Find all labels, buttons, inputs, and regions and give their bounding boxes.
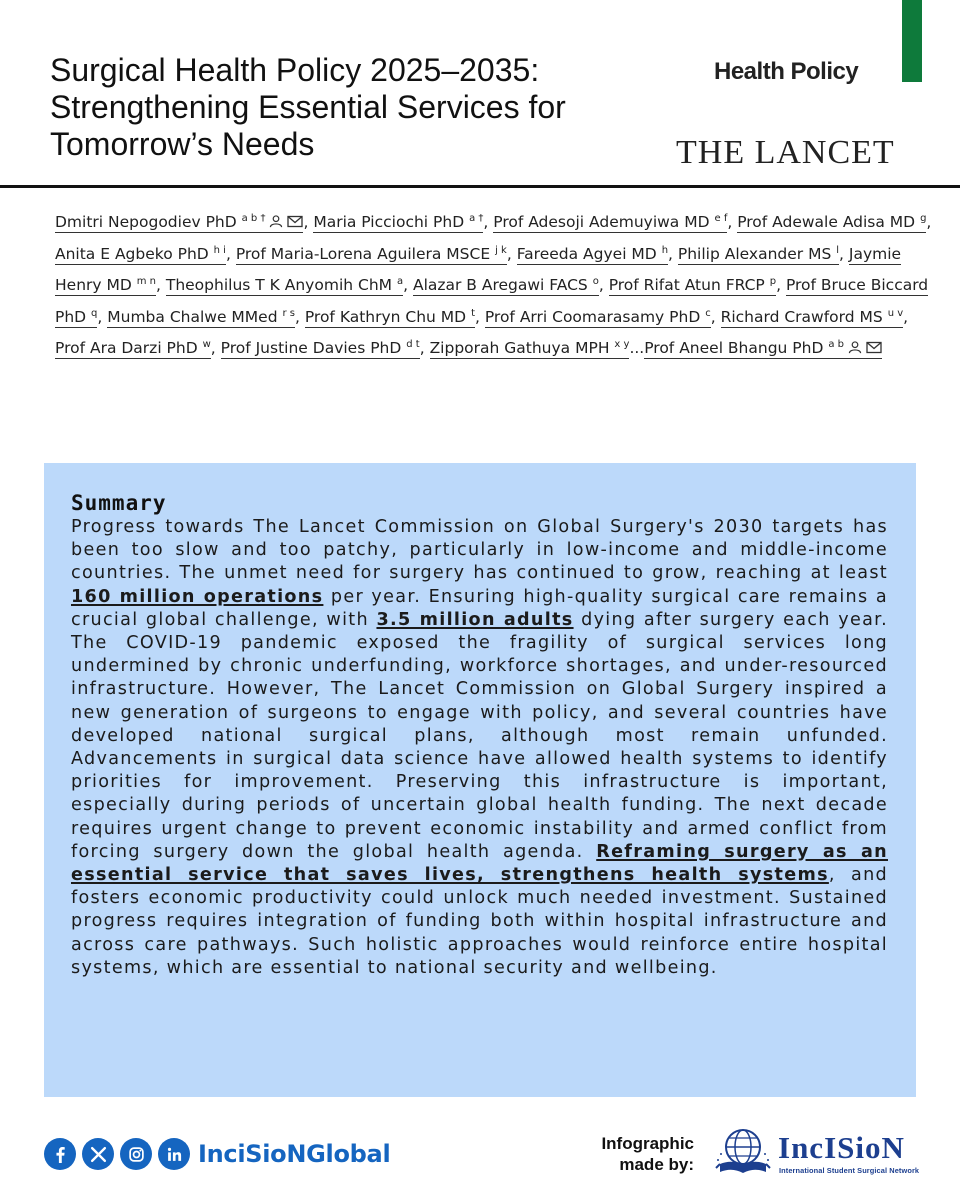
highlight-adults: 3.5 million adults <box>376 609 574 630</box>
facebook-icon[interactable] <box>44 1138 76 1170</box>
authors-ellipsis: ... <box>629 339 645 357</box>
title-line: Tomorrow’s Needs <box>50 126 315 162</box>
author-link[interactable]: Mumba Chalwe MMed $^{r s}$ <box>107 307 295 326</box>
author-link[interactable]: Prof Kathryn Chu MD $^t$ <box>304 307 475 326</box>
linkedin-icon[interactable] <box>158 1138 190 1170</box>
email-icon[interactable] <box>287 215 303 228</box>
author-link[interactable]: Prof Rifat Atun FRCP $^p$ <box>608 276 777 294</box>
author-link[interactable]: Prof Adesoji Ademuyiwa MD $^{e f}$ <box>493 213 728 231</box>
highlight-operations: 160 million operations <box>71 586 324 607</box>
author-link[interactable]: Theophilus T K Anyomih ChM $^a$ <box>165 276 404 294</box>
brand-logo-text: IncISioN <box>778 1130 905 1165</box>
author-list: Dmitri Nepogodiev PhD $^{a b \dagger}$ , Maria Picciochi PhD $^{a \dagger}$, Prof Adesoji Ademuyiwa MD $^{e f}$, Prof Adewale Adisa MD $^g$, Anita E Agbeko PhD $^{h i}$, Prof Maria-Lorena Aguilera MSCE $^{j k}$, Fareeda Agyei MD $^h$, Philip Alexander MS $^l$, Jaymie Henry MD $^{m n}$, Theophilus T K Anyomih ChM $^a$, Alazar B Aregawi FACS $^o$, Prof Rifat Atun FRCP $^p$, Prof Bruce Biccard PhD $^q$, Mumba Chalwe MMed $^{r s}$, Prof Kathryn Chu MD $^t$, Prof Arri Coomarasamy PhD $^c$, Richard Crawford MS $^{u v}$, Prof Ara Darzi PhD $^w$, Prof Justine Davies PhD $^{d t}$, Zipporah Gathuya MPH $^{x y}$...Prof Aneel Bhangu PhD $^{a b}$ <box>55 213 932 357</box>
highlight-reframing: Reframing surgery as an essential service that saves lives, strengthens health systems <box>71 841 888 886</box>
author-link[interactable]: Prof Aneel Bhangu PhD $^{a b}$ <box>644 339 882 359</box>
title-line: Strengthening Essential Services for <box>50 89 566 125</box>
author-link[interactable]: Dmitri Nepogodiev PhD $^{a b \dagger}$ <box>55 213 303 233</box>
author-link[interactable]: Maria Picciochi PhD $^{a \dagger}$ <box>313 213 484 231</box>
title-line: Surgical Health Policy 2025–2035: <box>50 52 540 88</box>
author-link[interactable]: Philip Alexander MS $^l$ <box>677 244 840 263</box>
summary-heading: Summary <box>71 491 167 515</box>
person-icon[interactable] <box>847 341 863 354</box>
globe-book-icon <box>712 1124 774 1180</box>
author-link[interactable]: Jaymie Henry MD $^{m n}$ <box>55 244 902 294</box>
credit-label: Infographic made by: <box>601 1134 694 1174</box>
author-link[interactable]: Richard Crawford MS $^{u v}$ <box>720 307 904 326</box>
author-link[interactable]: Prof Adewale Adisa MD $^g$ <box>737 213 927 231</box>
summary-box <box>44 463 916 1097</box>
x-icon[interactable] <box>82 1138 114 1170</box>
author-link[interactable]: Prof Arri Coomarasamy PhD $^c$ <box>484 307 711 326</box>
section-label: Health Policy <box>714 58 859 85</box>
summary-text: Progress towards The Lancet Commission on Global Surgery's 2030 targets has been too slow and too patchy, particularly in low-income and middle-income countries. The unmet need for surgery has continued to grow, reaching at least 160 million operations per year. Ensuring high-quality surgical care remains a crucial global challenge, with 3.5 million adults dying after surgery each year. The COVID-19 pandemic exposed the fragility of surgical services long undermined by chronic underfunding, workforce shortages, and under-resourced infrastructure. However, The Lancet Commission on Global Surgery inspired a new generation of surgeons to engage with policy, and several countries have developed national surgical plans, although most remain unfunded. Advancements in surgical data science have allowed health systems to identify priorities for improvement. Preserving this infrastructure is important, especially during periods of uncertain global health funding. The next decade requires urgent change to prevent economic instability and armed conflict from forcing surgery down the global health agenda. Reframing surgery as an essential service that saves lives, strengthens health systems, and fosters economic productivity could unlock much needed investment. Sustained progress requires integration of funding both within hospital infrastructure and across care pathways. Such holistic approaches would reinforce entire hospital systems, which are essential to national security and wellbeing. <box>71 517 888 978</box>
author-link[interactable]: Fareeda Agyei MD $^h$ <box>516 244 669 263</box>
social-bar <box>44 1138 390 1170</box>
author-link[interactable]: Prof Ara Darzi PhD $^w$ <box>55 339 211 357</box>
person-icon[interactable] <box>268 215 284 228</box>
social-handle[interactable]: InciSioNGlobal <box>198 1140 391 1168</box>
section-accent-bar <box>902 0 922 82</box>
email-icon[interactable] <box>866 341 882 354</box>
instagram-icon[interactable] <box>120 1138 152 1170</box>
author-link[interactable]: Prof Justine Davies PhD $^{d t}$ <box>220 339 420 357</box>
author-link[interactable]: Alazar B Aregawi FACS $^o$ <box>412 276 599 294</box>
author-link[interactable]: Anita E Agbeko PhD $^{h i}$ <box>55 244 226 263</box>
author-link[interactable]: Zipporah Gathuya MPH $^{x y}$ <box>429 339 630 357</box>
header-divider <box>0 185 960 188</box>
brand-subtitle: International Student Surgical Network <box>779 1166 920 1175</box>
author-link[interactable]: Prof Bruce Biccard PhD $^q$ <box>55 276 929 326</box>
journal-logo: THE LANCET <box>676 134 895 171</box>
author-link[interactable]: Prof Maria-Lorena Aguilera MSCE $^{j k}$ <box>235 244 507 263</box>
page-title <box>50 52 670 163</box>
